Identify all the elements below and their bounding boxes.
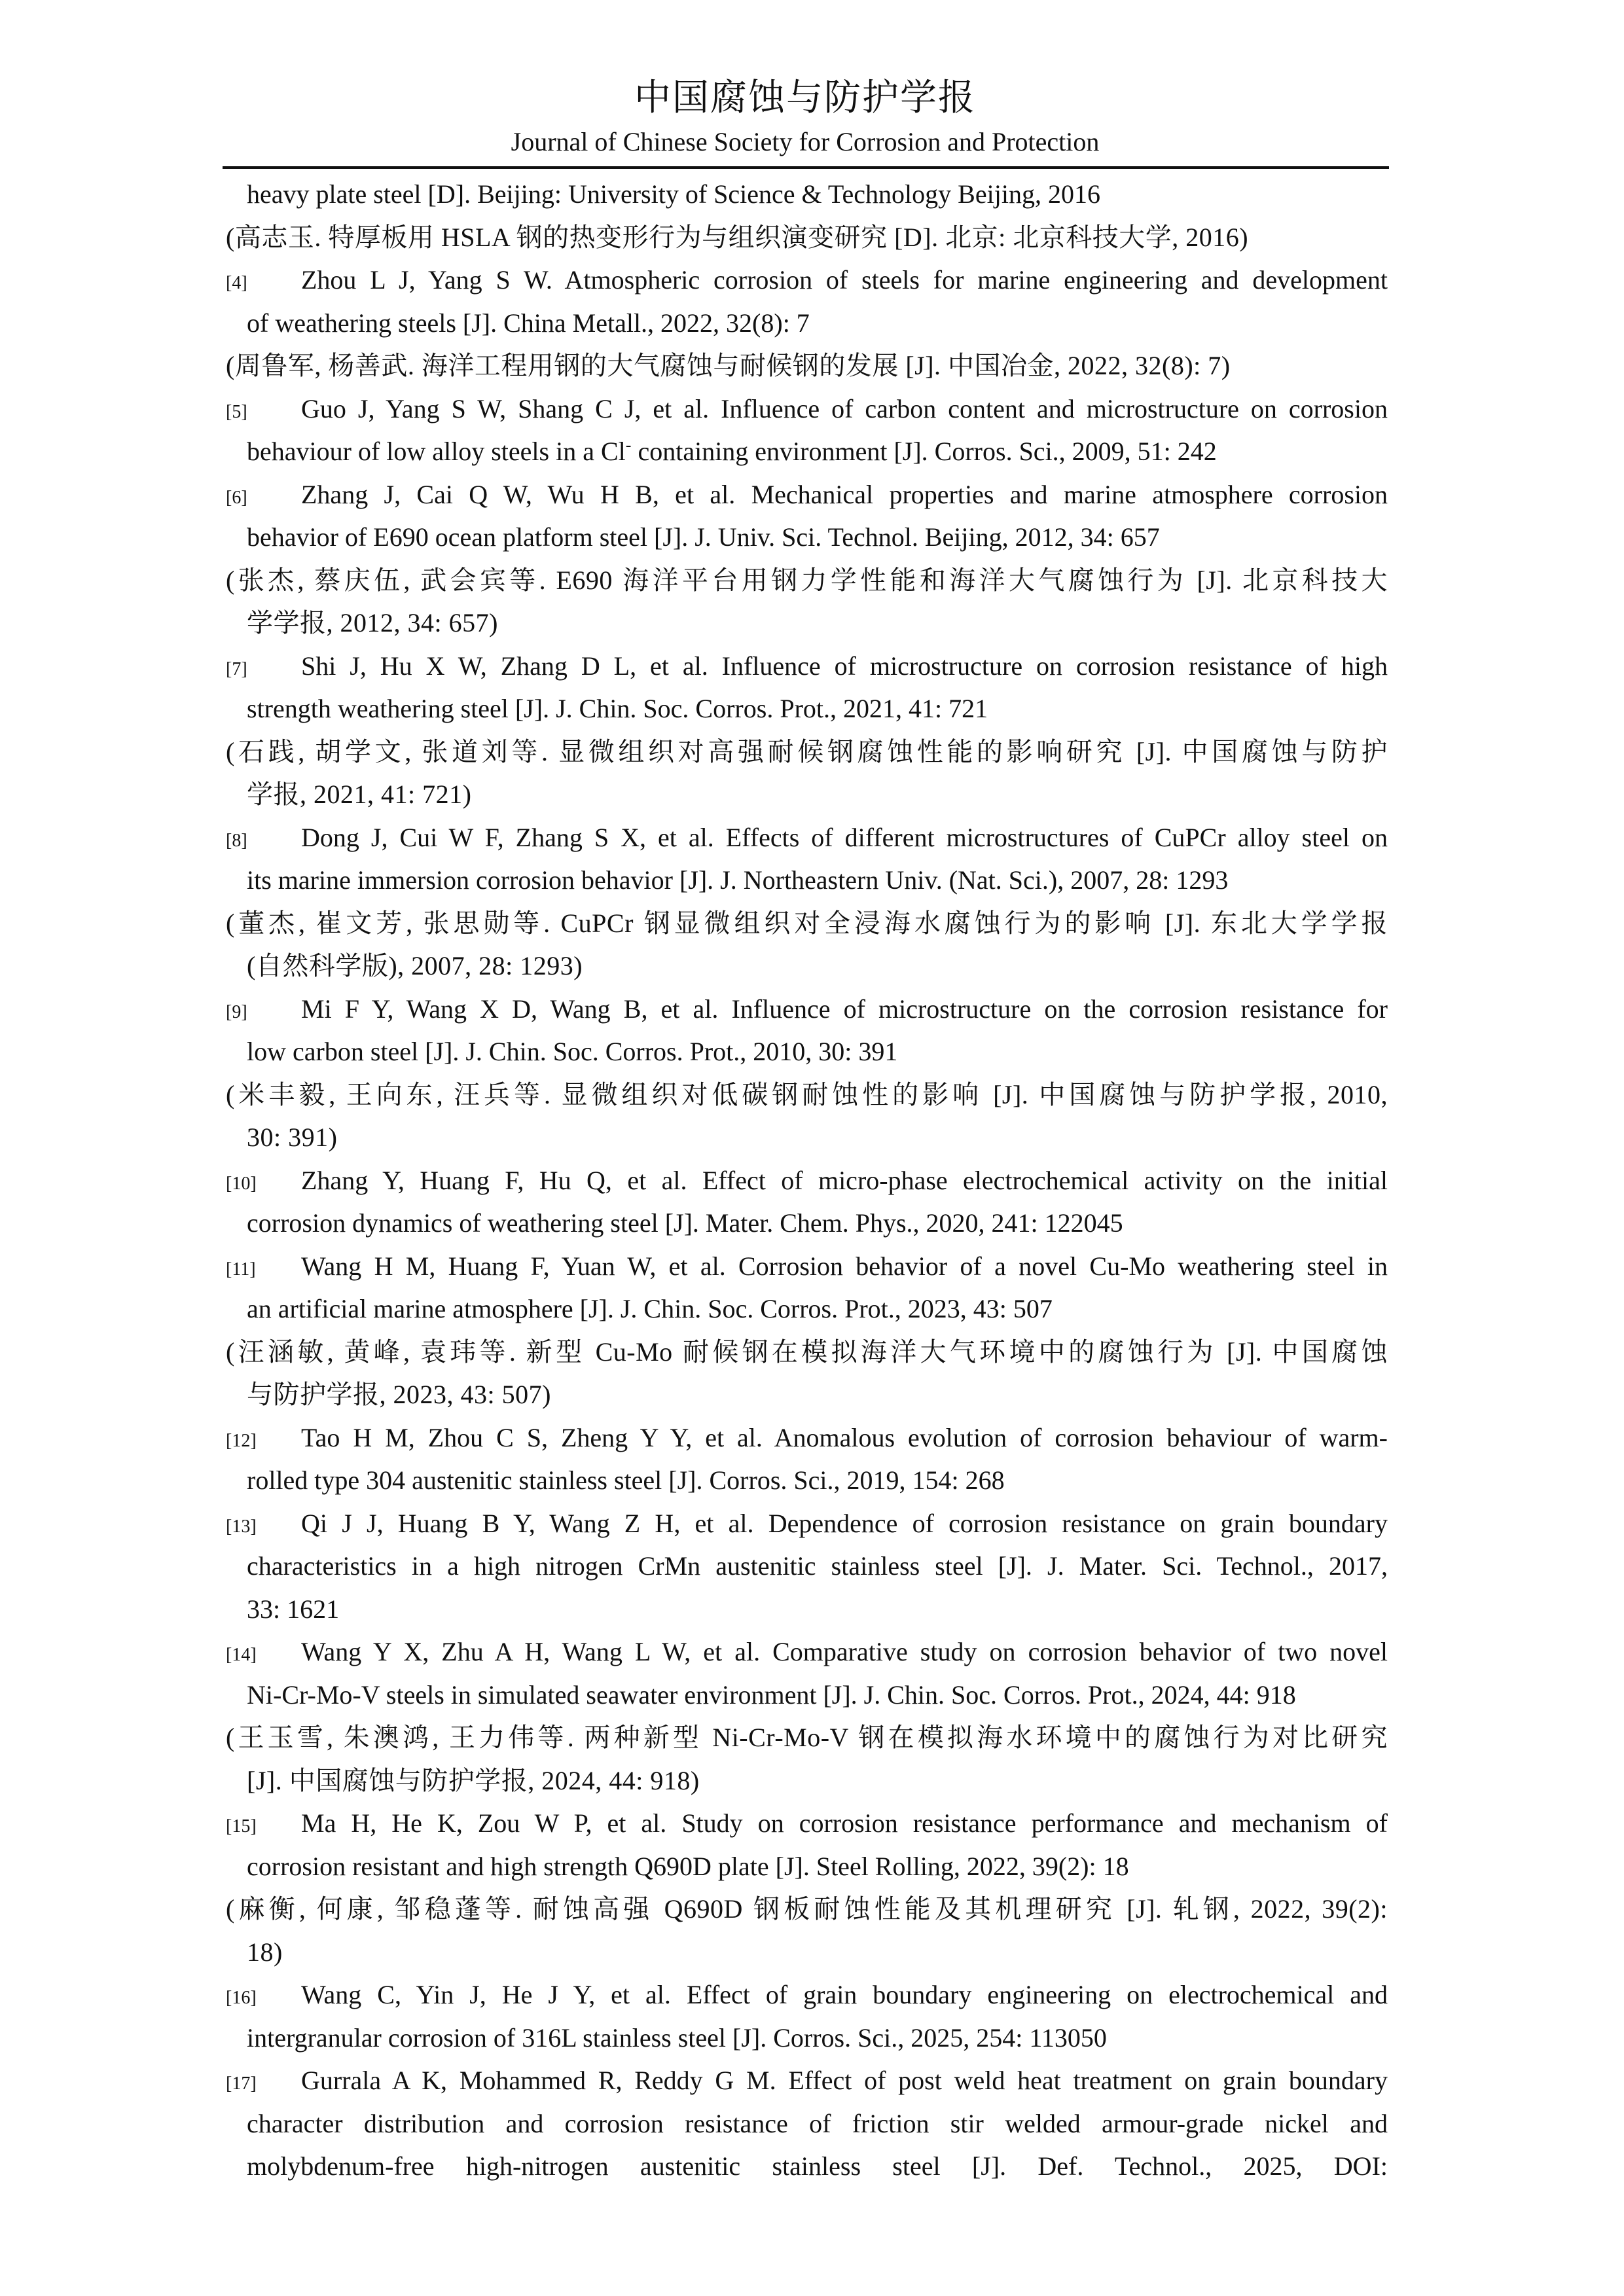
ref-9-cn-line-2: 30: 391) [247,1122,338,1152]
ref-number: [4] [226,273,247,293]
ref-11-cn-line-1: (汪涵敏, 黄峰, 袁玮等. 新型 Cu-Mo 耐候钢在模拟海洋大气环境中的腐蚀行为 [J]. 中国腐蚀 [226,1336,1388,1367]
ref-number: [9] [226,1001,247,1022]
ref-9-line-1 [226,988,1388,1031]
ref-text: Guo J, Yang S W, Shang C J, et al. Influence of carbon content and microstructure on corrosion [301,393,1388,423]
ref-text: Ma H, He K, Zou W P, et al. Study on corrosion resistance performance and mechanism of [301,1808,1388,1838]
ref-7-cn-line-1: (石践, 胡学文, 张道刘等. 显微组织对高强耐候钢腐蚀性能的影响研究 [J]. 中国腐蚀与防护 [226,736,1388,766]
ref-8-line-2: its marine immersion corrosion behavior [J]. J. Northeastern Univ. (Nat. Sci.), 2007, 28: 1293 [247,865,1229,895]
ref-6-cn-line-1: (张杰, 蔡庆伍, 武会宾等. E690 海洋平台用钢力学性能和海洋大气腐蚀行为 [J]. 北京科技大 [226,565,1388,595]
ref-4-cn-line: (周鲁军, 杨善武. 海洋工程用钢的大气腐蚀与耐候钢的发展 [J]. 中国冶金, 2022, 32(8): 7) [226,351,1231,380]
ref-text: Zhang J, Cai Q W, Wu H B, et al. Mechanical properties and marine atmosphere corrosion [301,479,1388,509]
ref-8-line-1 [226,816,1388,859]
journal-title-cn: 中国腐蚀与防护学报 [634,77,976,119]
ref-12-line-2: rolled type 304 austenitic stainless steel [J]. Corros. Sci., 2019, 154: 268 [247,1465,1005,1495]
reference-list [226,173,1388,2188]
ref-14-line-1 [226,1630,1388,1674]
ref-number: [8] [226,830,247,851]
ref-10-line-2: corrosion dynamics of weathering steel [J]. Mater. Chem. Phys., 2020, 241: 122045 [247,1208,1123,1238]
ref-13-line-2: characteristics in a high nitrogen CrMn austenitic stainless steel [J]. J. Mater. Sci. Technol., 2017, [247,1551,1388,1581]
ref-text: Qi J J, Huang B Y, Wang Z H, et al. Dependence of corrosion resistance on grain boundary [301,1508,1388,1538]
journal-title-en: Journal of Chinese Society for Corrosion and Protection [511,127,1100,156]
ref-16-line-2: intergranular corrosion of 316L stainless steel [J]. Corros. Sci., 2025, 254: 113050 [247,2022,1107,2053]
ref-number: [14] [226,1645,257,1665]
ref-number: [16] [226,1988,257,2008]
ref-15-line-1 [226,1802,1388,1845]
ref-7-cn-line-2: 学报, 2021, 41: 721) [247,780,472,809]
ref-14-cn-line-1: (王玉雪, 朱澳鸿, 王力伟等. 两种新型 Ni-Cr-Mo-V 钢在模拟海水环境中的腐蚀行为对比研究 [226,1723,1388,1752]
ref-text: containing environment [J]. Corros. Sci., 2009, 51: 242 [631,437,1217,466]
ref-9-line-2: low carbon steel [J]. J. Chin. Soc. Corros. Prot., 2010, 30: 391 [247,1037,898,1066]
ref-text: Mi F Y, Wang X D, Wang B, et al. Influence of microstructure on the corrosion resistance for [301,994,1388,1024]
ref-17-line-3: molybdenum-free high-nitrogen austenitic stainless steel [J]. Def. Technol., 2025, DOI: [247,2151,1388,2181]
ref-11-line-2: an artificial marine atmosphere [J]. J. Chin. Soc. Corros. Prot., 2023, 43: 507 [247,1294,1053,1323]
ref-11-cn-line-2: 与防护学报, 2023, 43: 507) [247,1380,551,1409]
ref-6-line-1 [226,473,1388,516]
ref-6-line-2: behavior of E690 ocean platform steel [J]. J. Univ. Sci. Technol. Beijing, 2012, 34: 657 [247,522,1160,552]
ref-text: Wang H M, Huang F, Yuan W, et al. Corrosion behavior of a novel Cu-Mo weathering steel in [301,1251,1388,1281]
ref-text: Tao H M, Zhou C S, Zheng Y Y, et al. Anomalous evolution of corrosion behaviour of warm- [301,1422,1388,1452]
ref-13-line-3: 33: 1621 [247,1594,340,1624]
ref-15-cn-line-2: 18) [247,1937,283,1967]
ref-text: behaviour of low alloy steels in a Cl [247,437,626,466]
ref-14-line-2: Ni-Cr-Mo-V steels in simulated seawater environment [J]. J. Chin. Soc. Corros. Prot., 2024, 44: 918 [247,1679,1296,1710]
ref-14-cn-line-2: [J]. 中国腐蚀与防护学报, 2024, 44: 918) [247,1765,700,1795]
ref-text: Wang C, Yin J, He J Y, et al. Effect of grain boundary engineering on electrochemical and [301,1980,1388,2009]
ref-number: [5] [226,401,247,422]
ref-text: Zhang Y, Huang F, Hu Q, et al. Effect of micro-phase electrochemical activity on the initial [301,1165,1388,1195]
ref-5-line-1 [226,387,1388,431]
ref-9-cn-line-1: (米丰毅, 王向东, 汪兵等. 显微组织对低碳钢耐蚀性的影响 [J]. 中国腐蚀与防护学报, 2010, [226,1079,1388,1109]
ref-3-line: heavy plate steel [D]. Beijing: University of Science & Technology Beijing, 2016 [247,179,1100,209]
page-header [223,73,1388,160]
ref-number: [7] [226,658,247,679]
ref-8-cn-line-2: (自然科学版), 2007, 28: 1293) [247,951,583,980]
ref-6-cn-line-2: 学学报, 2012, 34: 657) [247,608,498,637]
ref-15-line-2: corrosion resistant and high strength Q690D plate [J]. Steel Rolling, 2022, 39(2): 18 [247,1851,1129,1881]
ref-10-line-1 [226,1159,1388,1202]
ref-text: Dong J, Cui W F, Zhang S X, et al. Effects of different microstructures of CuPCr alloy steel on [301,822,1388,852]
ref-17-line-1 [226,2059,1388,2102]
ref-number: [12] [226,1430,257,1451]
ref-16-line-1 [226,1973,1388,2017]
ref-7-line-2: strength weathering steel [J]. J. Chin. Soc. Corros. Prot., 2021, 41: 721 [247,694,988,723]
ref-text: Wang Y X, Zhu A H, Wang L W, et al. Comparative study on corrosion behavior of two novel [301,1637,1388,1666]
ref-5-line-2 [226,430,1388,473]
ref-number: [10] [226,1173,257,1194]
ref-text: Zhou L J, Yang S W. Atmospheric corrosion of steels for marine engineering and development [301,265,1388,295]
ref-8-cn-line-1: (董杰, 崔文芳, 张思勋等. CuPCr 钢显微组织对全浸海水腐蚀行为的影响 [J]. 东北大学学报 [226,908,1388,938]
ref-11-line-1 [226,1245,1388,1288]
ref-text: Shi J, Hu X W, Zhang D L, et al. Influence of microstructure on corrosion resistance of high [301,651,1388,681]
ref-number: [15] [226,1816,257,1837]
header-rule [223,166,1389,169]
ref-3-cn-line: (高志玉. 特厚板用 HSLA 钢的热变形行为与组织演变研究 [D]. 北京: 北京科技大学, 2016) [226,222,1249,252]
ref-12-line-1 [226,1416,1388,1460]
ref-17-line-2: character distribution and corrosion resistance of friction stir welded armour-grade nickel and [247,2108,1388,2138]
ref-number: [17] [226,2073,257,2094]
ref-15-cn-line-1: (麻衡, 何康, 邹稳蓬等. 耐蚀高强 Q690D 钢板耐蚀性能及其机理研究 [J]. 轧钢, 2022, 39(2): [226,1894,1388,1924]
ref-4-line-2: of weathering steels [J]. China Metall., 2022, 32(8): 7 [247,308,810,338]
ref-number: [13] [226,1516,257,1537]
superscript-minus: - [625,435,632,455]
ref-text: Gurrala A K, Mohammed R, Reddy G M. Effect of post weld heat treatment on grain boundary [301,2066,1388,2095]
ref-7-line-1 [226,645,1388,688]
ref-13-line-1 [226,1502,1388,1545]
ref-number: [11] [226,1259,256,1280]
ref-number: [6] [226,487,247,508]
ref-4-line-1 [226,259,1388,302]
